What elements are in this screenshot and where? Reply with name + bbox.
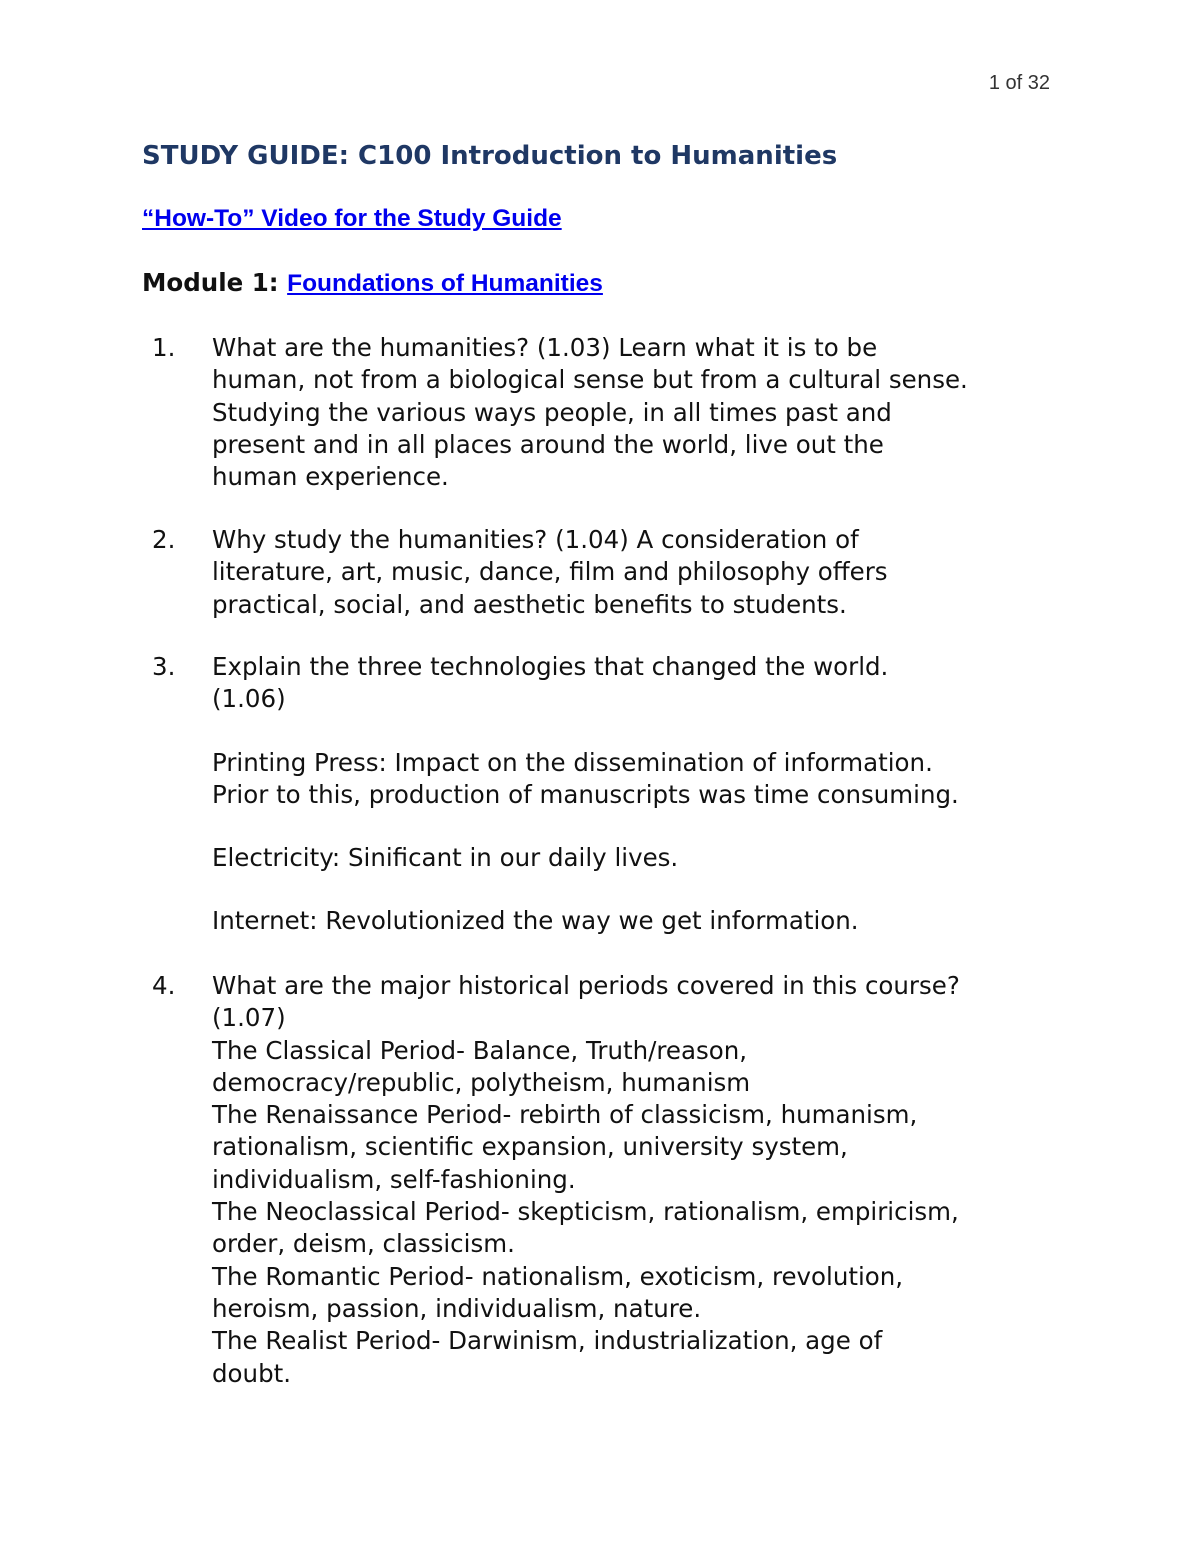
text-line: democracy/republic, polytheism, humanism: [212, 1067, 751, 1097]
technology-internet: [212, 905, 859, 937]
period-realist: The Realist Period- Darwinism, industrialization, age of: [212, 1326, 883, 1356]
how-to-video-link[interactable]: “How-To” Video for the Study Guide: [142, 205, 562, 232]
question-text: [212, 332, 1072, 493]
text-line: What are the major historical periods covered in this course?: [212, 971, 960, 1000]
text-line: Explain the three technologies that changed the world.: [212, 652, 889, 681]
text-line: practical, social, and aesthetic benefits to students.: [212, 589, 847, 619]
period-classical: The Classical Period- Balance, Truth/reason,: [212, 1035, 748, 1065]
text-line: Studying the various ways people, in all times past and: [212, 397, 892, 427]
text-line: Prior to this, production of manuscripts was time consuming.: [212, 780, 959, 810]
module-link[interactable]: Foundations of Humanities: [287, 270, 603, 297]
technology-printing-press: [212, 747, 959, 812]
text-line: (1.06): [212, 684, 286, 714]
question-number: 4.: [152, 971, 176, 1000]
question-number: 1.: [152, 333, 176, 362]
text-line: Why study the humanities? (1.04) A consideration of: [212, 525, 859, 554]
question-text: [212, 651, 1072, 716]
text-line: doubt.: [212, 1358, 292, 1388]
text-line: (1.07): [212, 1003, 286, 1033]
period-neoclassical: The Neoclassical Period- skepticism, rationalism, empiricism,: [212, 1197, 959, 1227]
period-renaissance: The Renaissance Period- rebirth of classicism, humanism,: [212, 1100, 918, 1130]
text-line: human experience.: [212, 462, 449, 492]
text-line: What are the humanities? (1.03) Learn what it is to be: [212, 333, 878, 362]
document-title: STUDY GUIDE: C100 Introduction to Humanities: [142, 141, 838, 171]
text-line: rationalism, scientific expansion, university system,: [212, 1132, 848, 1162]
text-line: order, deism, classicism.: [212, 1229, 515, 1259]
text-line: Printing Press: Impact on the dissemination of information.: [212, 748, 933, 777]
text-line: heroism, passion, individualism, nature.: [212, 1293, 702, 1323]
text-line: present and in all places around the world, live out the: [212, 429, 884, 459]
question-number: 3.: [152, 652, 176, 681]
question-text: [212, 970, 1072, 1390]
text-line: Internet: Revolutionized the way we get information.: [212, 906, 859, 935]
text-line: individualism, self-fashioning.: [212, 1164, 576, 1194]
text-line: Electricity: Sinificant in our daily lives.: [212, 843, 679, 872]
technology-electricity: [212, 842, 678, 874]
question-number: 2.: [152, 525, 176, 554]
module-label: Module 1:: [142, 268, 288, 297]
page-number: 1 of 32: [988, 72, 1050, 94]
text-line: human, not from a biological sense but from a cultural sense.: [212, 365, 968, 395]
question-text: [212, 524, 1072, 621]
text-line: literature, art, music, dance, film and philosophy offers: [212, 557, 888, 587]
period-romantic: The Romantic Period- nationalism, exoticism, revolution,: [212, 1261, 904, 1291]
module-heading: [142, 268, 603, 298]
